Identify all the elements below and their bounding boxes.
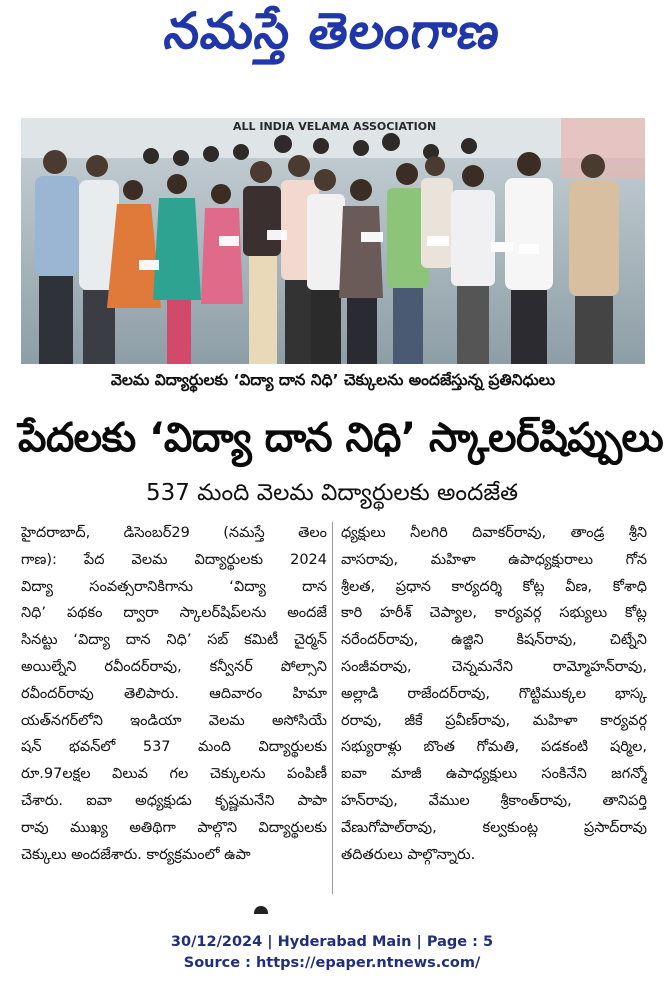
article-line: రావు ముఖ్య అతిథిగా పాల్గొని విద్యార్థులకు: [21, 819, 327, 836]
masthead: [60, 1, 604, 70]
article-line: విద్యా సంవత్సరానికిగాను ‘విద్యా దాన: [21, 578, 327, 595]
article-line: తదితరులు పాల్గొన్నారు.: [341, 846, 476, 863]
article-column-left: [21, 520, 327, 868]
footer-date-edition: 30/12/2024 | Hyderabad Main | Page : 5: [170, 934, 494, 950]
photo-banner-text: ALL INDIA VELAMA ASSOCIATION: [233, 120, 437, 133]
article-line: ఐవా మాజీ ఉపాధ్యక్షులు సంకినేని జగన్మో: [341, 766, 647, 783]
article-line: చెక్కులు అందజేశారు. కార్యక్రమంలో ఉపా: [21, 846, 251, 863]
article-line: షన్ భవన్‌లో 537 మంది విద్యార్థులకు: [21, 739, 327, 756]
end-marker: [254, 906, 268, 914]
article-line: వేణుగోపాల్‌రావు, కల్వకుంట్ల ప్రసాద్‌రావు: [341, 819, 647, 836]
photo-caption: వెలమ విద్యార్థులకు ‘విద్యా దాన నిధి’ చెక్కులను అందజేస్తున్న ప్రతినిధులు: [110, 371, 556, 389]
article-line: రవీందర్‌రావు తెలిపారు. ఆదివారం హిమా: [21, 685, 327, 702]
article-line: అల్లాడి రాజేందర్‌రావు, గొట్టిముక్కల భాస్క: [341, 685, 647, 702]
article-line: రూ.97లక్షల విలువ గల చెక్కులను పంపిణీ: [21, 766, 327, 783]
news-photo: [21, 118, 645, 364]
article-line: హైదరాబాద్, డిసెంబర్29 (నమస్తే తెలం: [21, 525, 327, 541]
footer: [0, 932, 664, 974]
group-photo-image: [21, 118, 645, 364]
article-line: ధ్యక్షులు నీలగిరి దివాకర్‌రావు, తాండ్ర శ్రీని: [341, 525, 647, 541]
article-line: నరేందర్‌రావు, ఉజ్జిని కిషన్‌రావు, చిట్నేని: [341, 632, 647, 649]
article-line: వాసరావు, మహిళా ఉపాధ్యక్షురాలు గోన: [341, 551, 647, 568]
subheadline: 537 మంది వెలమ విద్యార్థులకు అందజేత: [145, 480, 519, 506]
article-line: యత్‌నగర్‌లోని ఇండియా వెలమ అసోసియే: [21, 712, 327, 729]
article-line: సంజీవరావు, చెన్నమనేని రామ్మోహన్‌రావు,: [341, 658, 647, 675]
article-line: చేశారు. ఐవా అధ్యక్షుడు కృష్ణమనేని పాపా: [21, 792, 327, 809]
masthead-title: నమస్తే తెలంగాణ: [161, 1, 505, 60]
article-line: గాణ): పేద వెలమ విద్యార్థులకు 2024: [21, 551, 327, 568]
article-column-right: [341, 520, 647, 868]
article-line: రరావు, జీకే ప్రవీణ్‌రావు, మహిళా కార్యవర్గ: [341, 712, 647, 729]
headline: పేదలకు ‘విద్యా దాన నిధి’ స్కాలర్‌షిప్పులు: [18, 415, 664, 461]
footer-source-link[interactable]: Source : https://epaper.ntnews.com/: [183, 955, 481, 971]
column-divider: [332, 522, 333, 894]
article-line: అయిల్నేని రవీందర్‌రావు, కన్వీనర్ పోల్సాని: [21, 658, 327, 675]
article-line: హన్‌రావు, వేముల శ్రీకాంత్‌రావు, తానిపర్తి: [341, 792, 647, 809]
article-line: సభ్యురాళ్లు బొంత గోమతి, పడకంటి షర్మిల,: [341, 739, 647, 756]
article-line: నిధి’ పథకం ద్వారా స్కాలర్‌షిప్‌లను అందజే: [21, 605, 327, 622]
article-line: కారి హరీశ్ చెప్యాల, కార్యవర్గ సభ్యులు కోట్ల: [341, 605, 647, 622]
article-line: సినట్టు ‘విద్యా దాన నిధి’ సబ్ కమిటీ చైర్మన్: [21, 632, 327, 649]
article-line: శ్రీలత, ప్రధాన కార్యదర్శి కోట్ల వీణ, కోశాధి: [341, 578, 647, 595]
